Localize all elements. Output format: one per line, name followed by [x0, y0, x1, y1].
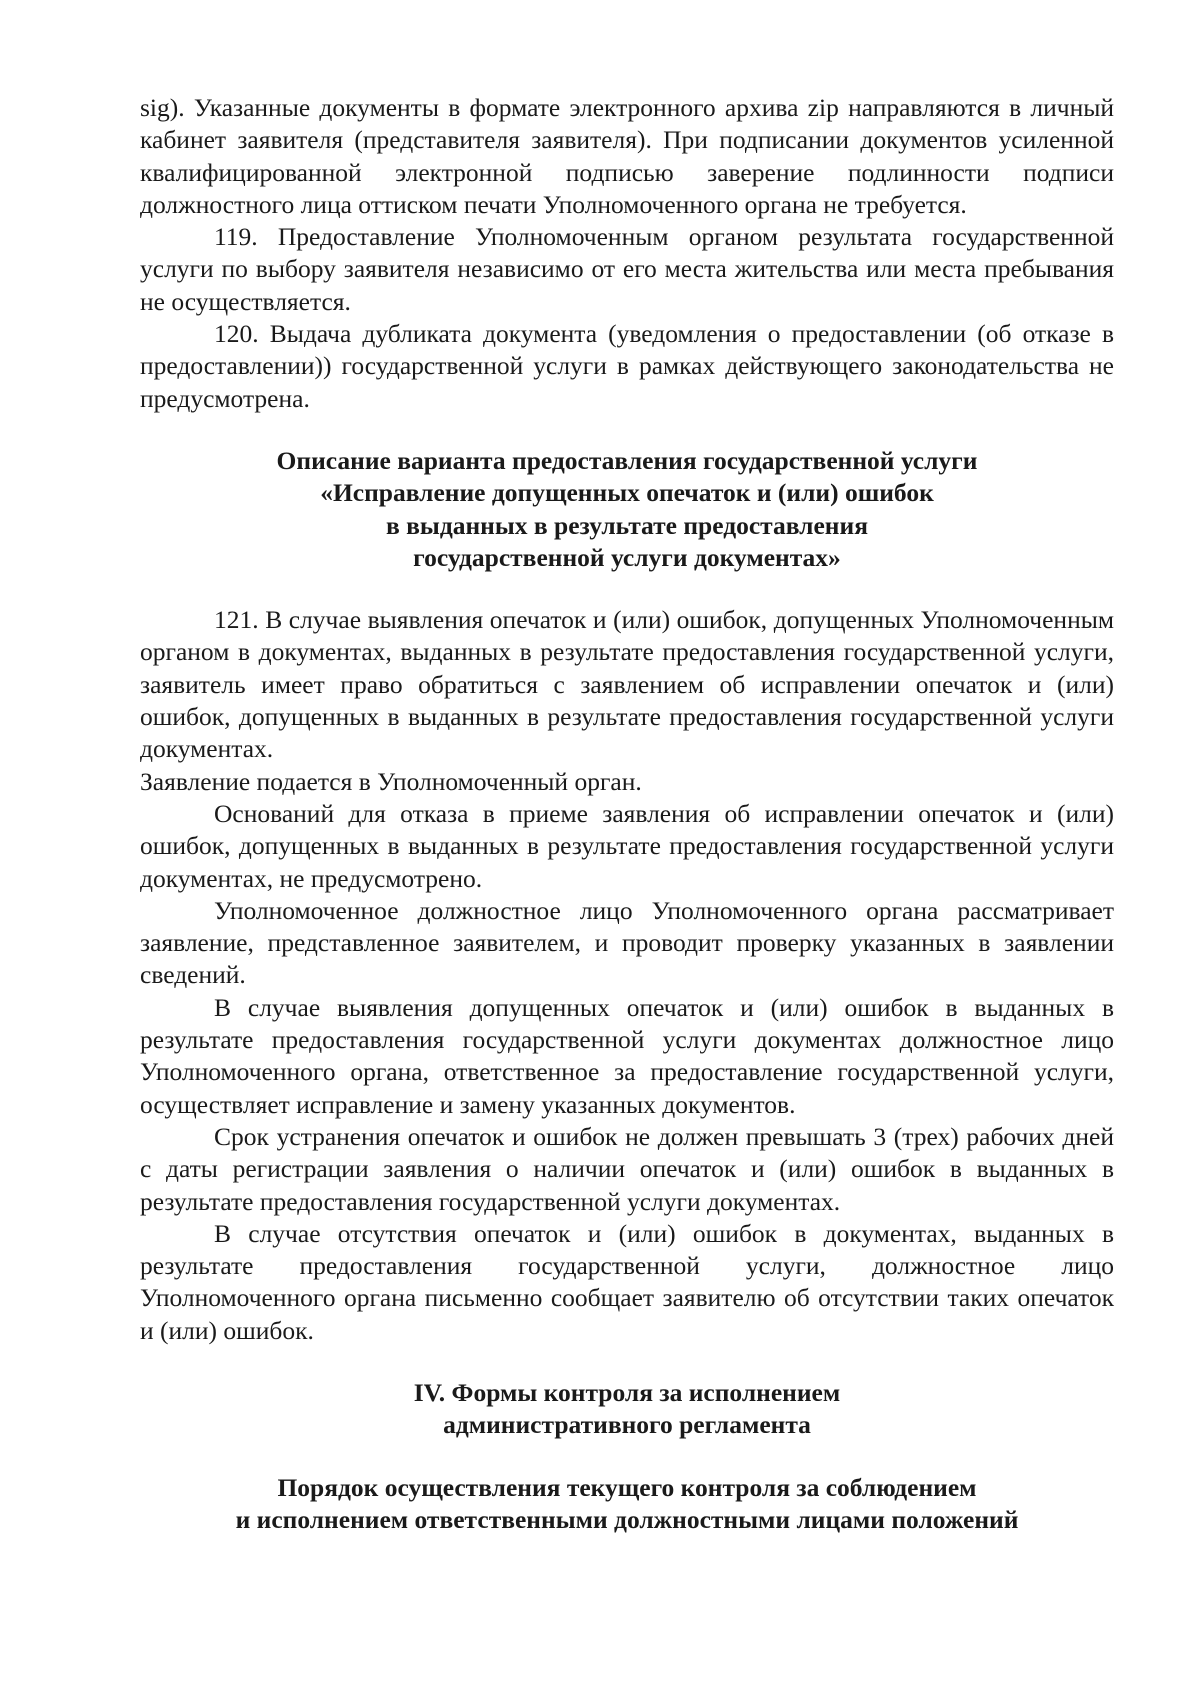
paragraph-found: В случае выявления допущенных опечаток и (или) ошибок в выданных в результате предоставления государственной услуги документах должностное лицо Уполномоченного органа, ответственное за предоставление государственной услуги, осуществляет исправление и замену указанных документов.	[140, 992, 1114, 1119]
paragraph-official: Уполномоченное должностное лицо Уполномоченного органа рассматривает заявление, представленное заявителем, и проводит проверку указанных в заявлении сведений.	[140, 895, 1114, 990]
paragraph-submit: Заявление подается в Уполномоченный орган.	[140, 766, 642, 796]
heading-variant-line: государственной услуги документах»	[413, 542, 841, 572]
paragraph-119: 119. Предоставление Уполномоченным органом результата государственной услуги по выбору заявителя независимо от его места жительства или места пребывания не осуществляется.	[140, 222, 1114, 316]
heading-procedure-line: Порядок осуществления текущего контроля за соблюдением	[277, 1472, 977, 1502]
document-page	[140, 92, 1114, 1536]
paragraph-grounds: Оснований для отказа в приеме заявления об исправлении опечаток и (или) ошибок, допущенных в выданных в результате предоставления государственной услуги документах, не предусмотрено.	[140, 798, 1114, 893]
heading-procedure-line: и исполнением ответственными должностными лицами положений	[235, 1504, 1019, 1534]
heading-section-4-line: административного регламента	[443, 1410, 811, 1440]
paragraph-term: Срок устранения опечаток и ошибок не должен превышать 3 (трех) рабочих дней с даты регистрации заявления о наличии опечаток и (или) ошибок в выданных в результате предоставления государственной услуги документах.	[140, 1121, 1114, 1216]
paragraph-120: 120. Выдача дубликата документа (уведомления о предоставлении (об отказе в предоставлении)) государственной услуги в рамках действующего законодательства не предусмотрена.	[140, 319, 1114, 413]
heading-variant-line: Описание варианта предоставления государственной услуги	[276, 445, 978, 475]
paragraph-absent: В случае отсутствия опечаток и (или) ошибок в документах, выданных в результате предоставления государственной услуги, должностное лицо Уполномоченного органа письменно сообщает заявителю об отсутствии таких опечаток и (или) ошибок.	[140, 1218, 1114, 1345]
heading-variant	[140, 445, 1114, 574]
heading-section-4	[140, 1377, 1114, 1442]
heading-variant-line: «Исправление допущенных опечаток и (или) ошибок	[320, 478, 934, 508]
paragraph-intro: sig). Указанные документы в формате электронного архива zip направляются в личный кабинет заявителя (представителя заявителя). При подписании документов усиленной квалифицированной электронной подписью заверение подлинности подписи должностного лица оттиском печати Уполномоченного органа не требуется.	[140, 93, 1114, 219]
heading-section-4-line: IV. Формы контроля за исполнением	[413, 1377, 841, 1407]
heading-procedure	[140, 1472, 1114, 1537]
heading-variant-line: в выданных в результате предоставления	[386, 510, 868, 540]
paragraph-121: 121. В случае выявления опечаток и (или) ошибок, допущенных Уполномоченным органом в документах, выданных в результате предоставления государственной услуги, заявитель имеет право обратиться с заявлением об исправлении опечаток и (или) ошибок, допущенных в выданных в результате предоставления государственной услуги документах.	[140, 605, 1114, 764]
